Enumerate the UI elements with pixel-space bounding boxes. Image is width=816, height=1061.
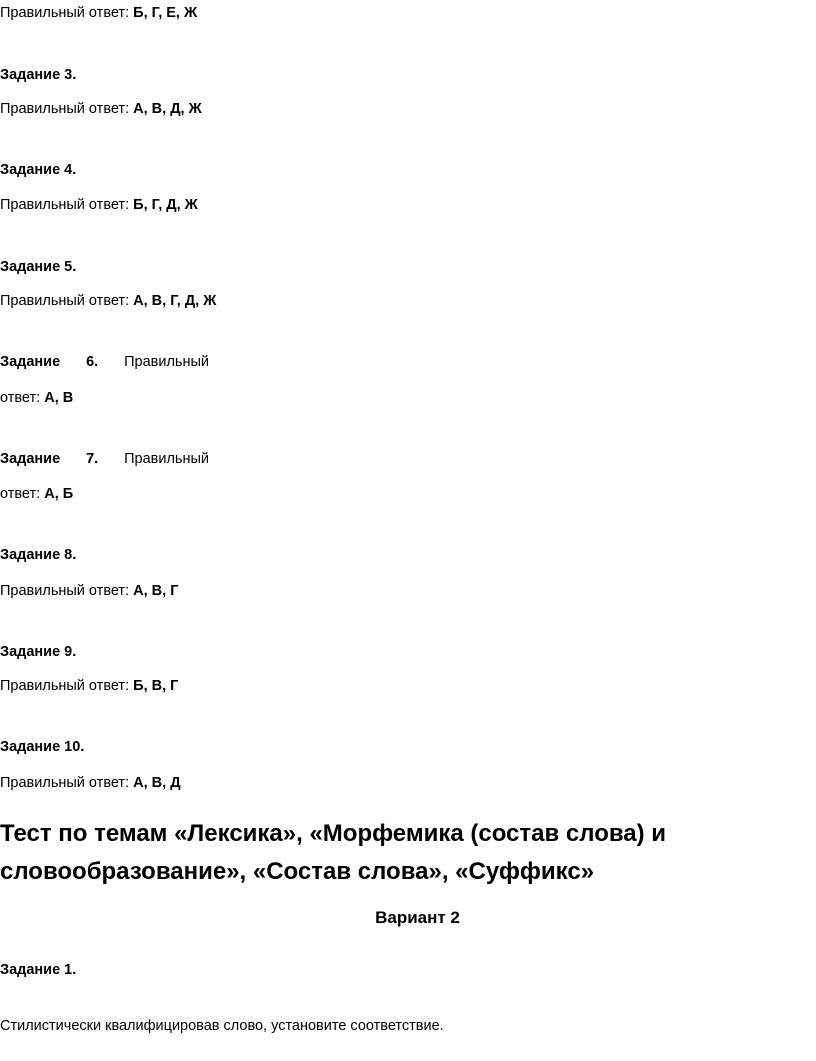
- task-1-instruction: Стилистически квалифицировав слово, установите соответствие.: [0, 1018, 444, 1034]
- answer-line-task-2: [0, 4, 197, 22]
- answer-value: А, В, Д, Ж: [133, 101, 202, 117]
- answer-line-task-8: [0, 582, 178, 600]
- task-heading-4: Задание 4.: [0, 162, 77, 178]
- task-heading-9: Задание 9.: [0, 644, 77, 660]
- answer-line-task-10: [0, 774, 181, 792]
- answer-value: Б, Г, Е, Ж: [133, 5, 198, 21]
- answer-line-task-9: [0, 677, 178, 695]
- task-heading-word: Задание: [0, 451, 61, 467]
- answer-value: А, В, Г, Д, Ж: [133, 293, 217, 309]
- answer-label: Правильный ответ:: [0, 197, 130, 213]
- answer-value: А, В, Г: [133, 583, 179, 599]
- answer-label: Правильный ответ:: [0, 678, 130, 694]
- answer-value: Б, Г, Д, Ж: [133, 197, 198, 213]
- answer-label: Правильный ответ:: [0, 583, 130, 599]
- answer-label: Правильный ответ:: [0, 293, 130, 309]
- test-title-line-2: словообразование», «Состав слова», «Суффикс»: [0, 858, 595, 885]
- task-heading-5: Задание 5.: [0, 259, 77, 275]
- task-heading-7: [0, 450, 209, 468]
- answer-value: Б, В, Г: [133, 678, 179, 694]
- answer-label: Правильный ответ:: [0, 101, 130, 117]
- task-heading-10: Задание 10.: [0, 739, 85, 755]
- test-title-line-1: Тест по темам «Лексика», «Морфемика (состав слова) и: [0, 820, 667, 847]
- task-heading-number: 7.: [86, 451, 99, 467]
- answer-line-task-6: [0, 389, 73, 407]
- variant-heading: Вариант 2: [375, 908, 460, 927]
- task-heading-word: Задание: [0, 354, 61, 370]
- answer-label-tail: ответ:: [0, 486, 41, 502]
- answer-line-task-5: [0, 292, 216, 310]
- task-heading-1: Задание 1.: [0, 962, 77, 978]
- answer-label-tail: ответ:: [0, 390, 41, 406]
- answer-value: А, Б: [44, 486, 74, 502]
- answer-value: А, В: [44, 390, 74, 406]
- task-heading-8: Задание 8.: [0, 547, 77, 563]
- answer-label-word: Правильный: [124, 354, 209, 370]
- answer-label: Правильный ответ:: [0, 775, 130, 791]
- answer-label: Правильный ответ:: [0, 5, 130, 21]
- answer-line-task-4: [0, 196, 198, 214]
- answer-line-task-3: [0, 100, 202, 118]
- task-heading-number: 6.: [86, 354, 99, 370]
- answer-line-task-7: [0, 485, 73, 503]
- answer-label-word: Правильный: [124, 451, 209, 467]
- answer-value: А, В, Д: [133, 775, 181, 791]
- task-heading-6: [0, 353, 209, 371]
- task-heading-3: Задание 3.: [0, 67, 77, 83]
